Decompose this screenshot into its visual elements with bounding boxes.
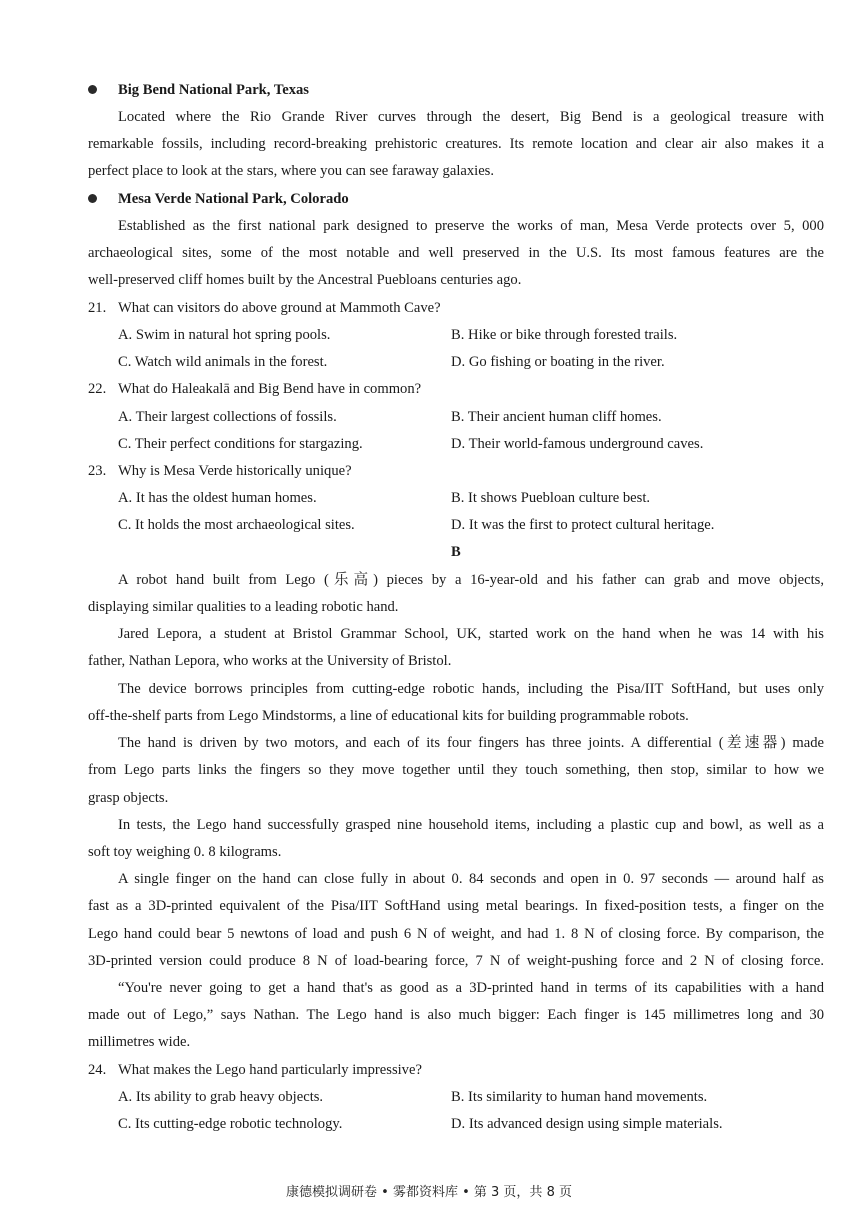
paragraph-line: Jared Lepora, a student at Bristol Grammar School, UK, started work on the hand when he was 14 with his xyxy=(118,626,824,642)
question-number: 24. xyxy=(88,1062,107,1078)
option-b: B. It shows Puebloan culture best. xyxy=(451,490,651,506)
paragraph-line: perfect place to look at the stars, where you can see faraway galaxies. xyxy=(88,163,495,179)
option-d: D. Go fishing or boating in the river. xyxy=(451,354,665,370)
paragraph-line: archaeological sites, some of the most notable and well preserved in the U.S. Its most famous features are the xyxy=(88,245,824,261)
section-label: B xyxy=(451,544,461,560)
paragraph-line: made out of Lego,” says Nathan. The Lego hand is also much bigger: Each finger is 145 millimetres long and 30 xyxy=(88,1007,824,1023)
paragraph-line: fast as a 3D-printed equivalent of the Pisa/IIT SoftHand using metal bearings. In fixed-position tests, a finger on the xyxy=(88,898,824,914)
paragraph-line: millimetres wide. xyxy=(88,1034,191,1050)
paragraph-line: In tests, the Lego hand successfully grasped nine household items, including a plastic cup and bowl, as well as a xyxy=(118,817,824,833)
question-text: Why is Mesa Verde historically unique? xyxy=(118,463,352,479)
option-a: A. Their largest collections of fossils. xyxy=(118,409,337,425)
option-b: B. Its similarity to human hand movements. xyxy=(451,1089,708,1105)
option-c: C. Watch wild animals in the forest. xyxy=(118,354,328,370)
paragraph-line: Established as the first national park designed to preserve the works of man, Mesa Verde protects over 5, 000 xyxy=(118,218,824,234)
paragraph-line: The hand is driven by two motors, and each of its four fingers has three joints. A differential (差速器) made xyxy=(118,735,824,751)
paragraph-line: “You're never going to get a hand that's as good as a 3D-printed hand in terms of its capabilities with a hand xyxy=(118,980,824,996)
paragraph-line: A robot hand built from Lego (乐高) pieces by a 16-year-old and his father can grab and move objects, xyxy=(118,572,824,588)
option-a: A. It has the oldest human homes. xyxy=(118,490,317,506)
question-text: What do Haleakalā and Big Bend have in common? xyxy=(118,381,422,397)
paragraph-line: soft toy weighing 0. 8 kilograms. xyxy=(88,844,282,860)
paragraph-line: 3D-printed version could produce 8 N of load-bearing force, 7 N of weight-pushing force and 2 N of closing force. xyxy=(88,953,824,969)
question-number: 22. xyxy=(88,381,107,397)
option-c: C. Their perfect conditions for stargazing. xyxy=(118,436,363,452)
question-number: 21. xyxy=(88,300,107,316)
option-a: A. Its ability to grab heavy objects. xyxy=(118,1089,324,1105)
park-heading-mesaverde: Mesa Verde National Park, Colorado xyxy=(118,191,349,207)
bullet-icon xyxy=(88,194,97,203)
park-heading-bigbend: Big Bend National Park, Texas xyxy=(118,82,309,98)
question-text: What makes the Lego hand particularly impressive? xyxy=(118,1062,422,1078)
option-b: B. Their ancient human cliff homes. xyxy=(451,409,662,425)
paragraph-line: well-preserved cliff homes built by the Ancestral Puebloans centuries ago. xyxy=(88,272,522,288)
page-footer: 康德模拟调研卷 • 雾都资料库 • 第 3 页，共 8 页 xyxy=(286,1185,572,1200)
option-d: D. Their world-famous underground caves. xyxy=(451,436,704,452)
paragraph-line: Located where the Rio Grande River curves through the desert, Big Bend is a geological treasure with xyxy=(118,109,824,125)
paragraph-line: father, Nathan Lepora, who works at the University of Bristol. xyxy=(88,653,452,669)
option-c: C. Its cutting-edge robotic technology. xyxy=(118,1116,343,1132)
option-c: C. It holds the most archaeological sites. xyxy=(118,517,355,533)
paragraph-line: from Lego parts links the fingers so they move together until they touch something, then stop, similar to how we xyxy=(88,762,824,778)
paragraph-line: The device borrows principles from cutting-edge robotic hands, including the Pisa/IIT SoftHand, but uses only xyxy=(118,681,824,697)
paragraph-line: off-the-shelf parts from Lego Mindstorms, a line of educational kits for building programmable robots. xyxy=(88,708,689,724)
option-d: D. Its advanced design using simple materials. xyxy=(451,1116,723,1132)
bullet-icon xyxy=(88,85,97,94)
question-number: 23. xyxy=(88,463,107,479)
option-a: A. Swim in natural hot spring pools. xyxy=(118,327,331,343)
paragraph-line: A single finger on the hand can close fully in about 0. 84 seconds and open in 0. 97 seconds — around half as xyxy=(118,871,824,887)
option-b: B. Hike or bike through forested trails. xyxy=(451,327,678,343)
option-d: D. It was the first to protect cultural heritage. xyxy=(451,517,715,533)
paragraph-line: displaying similar qualities to a leading robotic hand. xyxy=(88,599,399,615)
paragraph-line: grasp objects. xyxy=(88,790,169,806)
paragraph-line: remarkable fossils, including record-breaking prehistoric creatures. Its remote location and clear air also makes it a xyxy=(88,136,824,152)
paragraph-line: Lego hand could bear 5 newtons of load and push 6 N of weight, and had 1. 8 N of closing force. By comparison, the xyxy=(88,926,824,942)
question-text: What can visitors do above ground at Mammoth Cave? xyxy=(118,300,441,316)
